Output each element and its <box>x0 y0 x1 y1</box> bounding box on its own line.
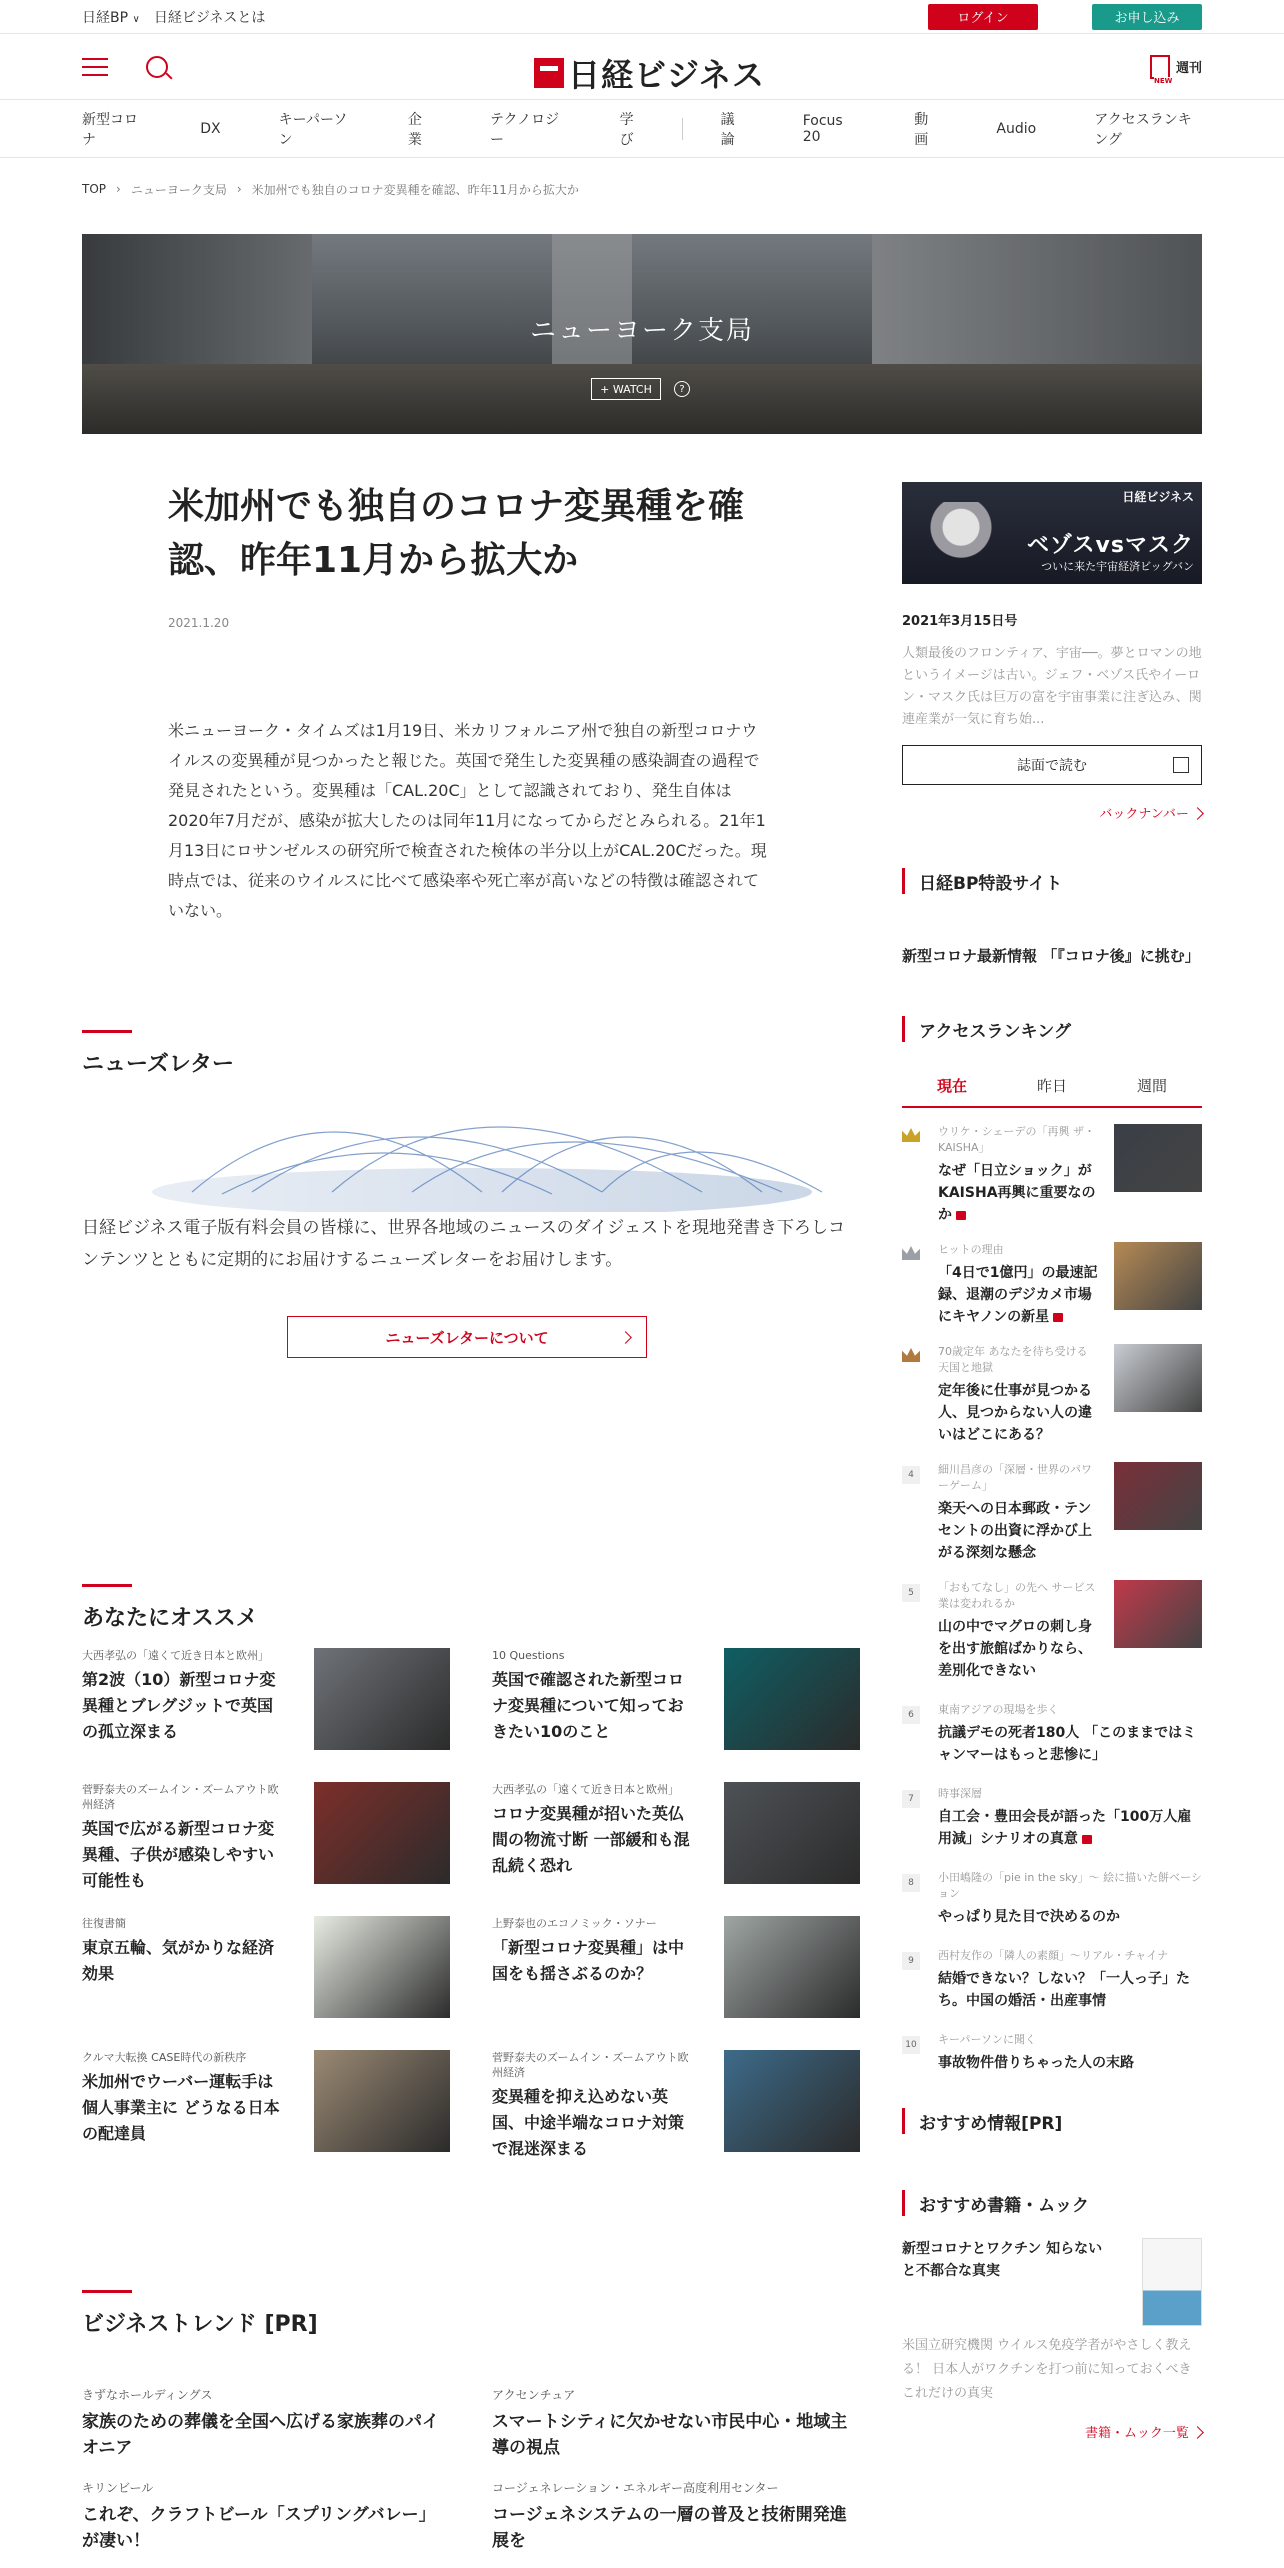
subscribe-button[interactable]: お申し込み <box>1092 4 1202 30</box>
item-title[interactable]: 英国で確認された新型コロナ変異種について知っておきたい10のこと <box>492 1670 685 1741</box>
breadcrumb-bureau[interactable]: ニューヨーク支局 <box>130 182 227 197</box>
lock-icon <box>956 1211 966 1220</box>
ranking-kicker: 時事深層 <box>938 1787 982 1800</box>
brand-link[interactable]: 日経BP <box>82 9 129 26</box>
breadcrumb <box>0 158 1284 200</box>
trend-sponsor: コージェネレーション・エネルギー高度利用センター <box>492 2481 779 2495</box>
trend-sponsor: アクセンチュア <box>492 2388 576 2402</box>
recommend-grid <box>82 1648 852 2184</box>
trend-item[interactable] <box>82 2479 450 2554</box>
read-magazine-button[interactable]: 誌面で読む <box>902 745 1202 785</box>
ranking-thumbnail-image[interactable] <box>1114 1344 1202 1412</box>
book-icon <box>1173 757 1189 773</box>
ranking-thumbnail-image[interactable] <box>1114 1242 1202 1310</box>
ranking-item[interactable] <box>902 1786 1202 1850</box>
book-item[interactable] <box>902 2238 1202 2326</box>
chevron-right-icon <box>1191 2426 1204 2439</box>
hamburger-menu-icon[interactable] <box>82 58 108 76</box>
item-kicker: 菅野泰夫のズームイン・ズームアウト欧州経済 <box>492 2051 689 2079</box>
item-title[interactable]: 「新型コロナ変異種」は中国をも揺さぶるのか？ <box>492 1938 685 1983</box>
chevron-down-icon: ∨ <box>132 13 140 25</box>
ranking-item[interactable] <box>902 1580 1202 1682</box>
ranking-item[interactable] <box>902 1948 1202 2012</box>
recommend-item[interactable] <box>492 1648 860 1782</box>
lock-icon <box>1082 1835 1092 1844</box>
item-thumbnail-image[interactable] <box>724 1916 860 2018</box>
article-title: 米加州でも独自のコロナ変異種を確認、昨年11月から拡大か <box>168 486 745 581</box>
ranking-title[interactable]: 自工会・豊田会長が語った「100万人雇用減」シナリオの真意 <box>938 1809 1192 1847</box>
search-icon[interactable] <box>146 56 168 78</box>
nav-item-video[interactable]: 動画 <box>914 111 929 148</box>
tab-yesterday[interactable]: 昨日 <box>1036 1077 1067 1095</box>
recommend-heading: あなたにオススメ <box>82 1606 258 1631</box>
item-thumbnail-image[interactable] <box>314 2050 450 2152</box>
chevron-right-icon: › <box>236 182 242 196</box>
chevron-right-icon: › <box>116 182 121 196</box>
trend-heading: ビジネストレンド [PR] <box>82 2312 318 2337</box>
magazine-icon: NEW <box>1150 55 1170 79</box>
ranking-title[interactable]: 抗議デモの死者180人 「このままではミャンマーはもっと悲惨に」 <box>938 1725 1197 1763</box>
ranking-kicker: ヒットの理由 <box>938 1243 1004 1256</box>
nikkei-bp-menu[interactable] <box>82 7 140 27</box>
rank-number: 7 <box>902 1790 920 1808</box>
book-title: 新型コロナとワクチン 知らないと不都合な真実 <box>902 2241 1103 2279</box>
article <box>168 480 768 926</box>
trend-title[interactable]: スマートシティに欠かせない市民中心・地域主導の視点 <box>492 2412 848 2458</box>
issue-date: 2021年3月15日号 <box>902 614 1018 629</box>
tab-now[interactable]: 現在 <box>936 1077 967 1095</box>
ranking-title[interactable]: 結婚できない？しない？「一人っ子」たち。中国の婚活・出産事情 <box>938 1971 1190 2009</box>
newsletter-text: 日経ビジネス電子版有料会員の皆様に、世界各地域のニュースのダイジェストを現地発書き下ろしコンテンツとともに定期的にお届けするニューズレターをお届けします。 <box>82 1218 845 1270</box>
business-trend-section <box>82 2290 852 2554</box>
special-site-link[interactable]: 新型コロナ最新情報 「『コロナ後』に挑む」 <box>902 947 1200 965</box>
rank-number: 4 <box>902 1466 920 1484</box>
rank-number: 6 <box>902 1706 920 1724</box>
ranking-title[interactable]: 楽天への日本郵政・テンセントの出資に浮かび上がる深刻な懸念 <box>938 1501 1092 1561</box>
pr-heading: おすすめ情報[PR] <box>902 2108 1202 2134</box>
trend-title[interactable]: コージェネシステムの一層の普及と技術開発進展を <box>492 2505 847 2551</box>
nav-item-company[interactable]: 企業 <box>407 111 422 148</box>
item-kicker: 往復書簡 <box>82 1917 126 1930</box>
ranking-kicker: 東南アジアの現場を歩く <box>938 1703 1059 1716</box>
trend-item[interactable] <box>492 2479 860 2554</box>
chevron-right-icon <box>619 1331 632 1344</box>
item-thumbnail-image[interactable] <box>314 1648 450 1750</box>
world-map-image <box>82 1082 852 1212</box>
item-title[interactable]: 英国で広がる新型コロナ変異種、子供が感染しやすい可能性も <box>82 1819 275 1890</box>
item-kicker: 大西孝弘の「遠くて近き日本と欧州」 <box>82 1649 269 1662</box>
trend-title[interactable]: これぞ、クラフトビール「スプリングバレー」が凄い！ <box>82 2505 436 2551</box>
trend-item[interactable] <box>492 2386 860 2461</box>
ranking-kicker: 小田嶋隆の「pie in the sky」〜 絵に描いた餅ベーション <box>938 1871 1202 1900</box>
ranking-thumbnail-image[interactable] <box>1114 1462 1202 1530</box>
item-kicker: クルマ大転換 CASE時代の新秩序 <box>82 2051 247 2064</box>
ranking-kicker: 細川昌彦の「深層・世界のパワーゲーム」 <box>938 1463 1092 1492</box>
section-accent <box>82 1584 132 1587</box>
recommend-section <box>82 1584 852 2184</box>
logo-mark-icon <box>534 58 564 88</box>
nav-item-technology[interactable]: テクノロジー <box>490 111 560 148</box>
trend-sponsor: キリンビール <box>82 2481 154 2495</box>
books-heading: おすすめ書籍・ムック <box>902 2190 1202 2216</box>
nav-item-focus20[interactable]: Focus 20 <box>802 112 843 145</box>
recommend-item[interactable] <box>82 1648 450 1782</box>
nav-item-discussion[interactable]: 議論 <box>720 111 735 148</box>
item-title[interactable]: 第2波（10）新型コロナ変異種とブレグジットで英国の孤立深まる <box>82 1670 276 1741</box>
section-accent <box>82 1030 132 1033</box>
rank-number: 8 <box>902 1874 920 1892</box>
ranking-item[interactable] <box>902 1462 1202 1564</box>
newsletter-heading: ニューズレター <box>82 1052 235 1077</box>
newsletter-section <box>82 1030 852 1358</box>
login-button[interactable]: ログイン <box>928 4 1038 30</box>
nav-item-dx[interactable]: DX <box>200 120 221 137</box>
sidebar <box>902 482 1202 2441</box>
item-thumbnail-image[interactable] <box>724 1648 860 1750</box>
trend-title[interactable]: 家族のための葬儀を全国へ広げる家族葬のパイオニア <box>82 2412 439 2458</box>
rank-number: 9 <box>902 1952 920 1970</box>
about-link[interactable]: 日経ビジネスとは <box>153 9 266 26</box>
ranking-title[interactable]: 定年後に仕事が見つかる人、見つからない人の違いはどこにある？ <box>938 1383 1092 1443</box>
item-kicker: 大西孝弘の「遠くて近き日本と欧州」 <box>492 1783 679 1796</box>
crown-icon <box>902 1128 920 1142</box>
item-thumbnail-image[interactable] <box>314 1782 450 1884</box>
issue-description: 人類最後のフロンティア、宇宙──。夢とロマンの地というイメージは古い。ジェフ・ベゾス氏やイーロン・マスク氏は巨万の富を宇宙事業に注ぎ込み、関連産業が一気に育ち始... <box>902 646 1202 727</box>
ranking-item[interactable] <box>902 1702 1202 1766</box>
trend-sponsor: きずなホールディングス <box>82 2388 213 2402</box>
main-nav <box>0 100 1284 158</box>
ranking-kicker: キーパーソンに聞く <box>938 2033 1037 2046</box>
nav-item-keyperson[interactable]: キーパーソン <box>278 111 348 148</box>
magazine-cover[interactable]: 日経ビジネス ベゾスvsマスク ついに来た宇宙経済ビッグバン <box>902 482 1202 584</box>
ranking-kicker: 「おもてなし」の先へ サービス業は変われるか <box>938 1581 1096 1610</box>
recommend-item[interactable] <box>492 1782 860 1916</box>
book-cover-image <box>1142 2238 1202 2326</box>
article-body: 米ニューヨーク・タイムズは1月19日、米カリフォルニア州で独自の新型コロナウイルスの変異種が見つかったと報じた。英国で発生した変異種の感染調査の過程で発見されたという。変異種は「CAL.20C」として認識されており、発生自体は2020年7月だが、感染が拡大したのは同年11月になってからだとみられる。21年1月13日にロサンゼルスの研究所で検査された検体の半分以上がCAL.20Cだった。現時点では、従来のウイルスに比べて感染率や死亡率が高いなどの特徴は確認されていない。 <box>168 721 767 920</box>
tab-weekly[interactable]: 週間 <box>1136 1077 1167 1095</box>
item-title[interactable]: 変異種を抑え込めない英国、中途半端なコロナ対策で混迷深まる <box>492 2087 685 2158</box>
nav-item-audio[interactable]: Audio <box>996 120 1037 137</box>
item-title[interactable]: 米加州でウーバー運転手は個人事業主に どうなる日本の配達員 <box>82 2072 280 2143</box>
recommend-item[interactable] <box>492 1916 860 2050</box>
trend-item[interactable] <box>82 2386 450 2461</box>
article-date: 2021.1.20 <box>168 616 230 630</box>
item-thumbnail-image[interactable] <box>724 2050 860 2152</box>
ranking-title[interactable]: なぜ「日立ショック」がKAISHA再興に重要なのか <box>938 1163 1096 1223</box>
ranking-kicker: 西村友作の「隣人の素顔」～リアル・チャイナ <box>938 1949 1169 1962</box>
bureau-hero-banner <box>82 234 1202 434</box>
ranking-item[interactable] <box>902 1242 1202 1328</box>
nav-item-ranking[interactable]: アクセスランキング <box>1094 111 1192 148</box>
ranking-title[interactable]: やっぱり見た目で決めるのか <box>938 1909 1120 1925</box>
item-kicker: 10 Questions <box>492 1649 565 1662</box>
site-logo[interactable]: 日経ビジネス <box>534 50 765 96</box>
watch-button[interactable]: + WATCH <box>591 378 661 400</box>
breadcrumb-top[interactable]: TOP <box>82 182 107 196</box>
ranking-item[interactable] <box>902 1344 1202 1446</box>
trend-grid <box>82 2386 852 2554</box>
weekly-magazine-link[interactable]: NEW 週刊 <box>1150 55 1202 79</box>
backnumber-link[interactable]: バックナンバー <box>902 803 1202 822</box>
crown-icon <box>902 1246 920 1260</box>
recommend-item[interactable] <box>82 1782 450 1916</box>
ranking-title[interactable]: 「4日で1億円」の最速記録、退潮のデジカメ市場にキヤノンの新星 <box>938 1265 1098 1325</box>
special-sites-heading: 日経BP特設サイト <box>902 868 1202 894</box>
item-title[interactable]: 東京五輪、気がかりな経済効果 <box>82 1938 275 1983</box>
item-title[interactable]: コロナ変異種が招いた英仏間の物流寸断 一部緩和も混乱続く恐れ <box>492 1804 690 1875</box>
breadcrumb-current: 米加州でも独自のコロナ変異種を確認、昨年11月から拡大か <box>251 182 579 197</box>
newsletter-button[interactable]: ニューズレターについて <box>287 1316 647 1358</box>
help-icon[interactable]: ? <box>674 381 690 397</box>
ranking-thumbnail-image[interactable] <box>1114 1580 1202 1648</box>
item-thumbnail-image[interactable] <box>724 1782 860 1884</box>
recommend-item[interactable] <box>82 2050 450 2184</box>
rank-number: 5 <box>902 1584 920 1602</box>
site-header <box>0 34 1284 100</box>
item-kicker: 菅野泰夫のズームイン・ズームアウト欧州経済 <box>82 1783 279 1811</box>
recommend-item[interactable] <box>82 1916 450 2050</box>
ranking-kicker: ウリケ・シェーデの「再興 ザ・KAISHA」 <box>938 1125 1096 1154</box>
ranking-item[interactable] <box>902 1124 1202 1226</box>
books-list-link[interactable]: 書籍・ムック一覧 <box>902 2422 1202 2441</box>
item-thumbnail-image[interactable] <box>314 1916 450 2018</box>
chevron-right-icon <box>1191 807 1204 820</box>
ranking-tabs <box>902 1068 1202 1108</box>
item-kicker: 上野泰也のエコノミック・ソナー <box>492 1917 657 1930</box>
ranking-item[interactable] <box>902 2032 1202 2074</box>
ranking-thumbnail-image[interactable] <box>1114 1124 1202 1192</box>
ranking-list <box>902 1124 1202 2074</box>
recommend-item[interactable] <box>492 2050 860 2184</box>
lock-icon <box>1053 1313 1063 1322</box>
hero-title: ニューヨーク支局 <box>529 316 754 346</box>
section-accent <box>82 2290 132 2293</box>
ranking-item[interactable] <box>902 1870 1202 1928</box>
nav-item-covid[interactable]: 新型コロナ <box>82 111 138 148</box>
ranking-title[interactable]: 山の中でマグロの刺し身を出す旅館ばかりなら、差別化できない <box>938 1619 1092 1679</box>
rank-number: 10 <box>902 2036 920 2054</box>
nav-item-learning[interactable]: 学び <box>619 111 634 148</box>
lunar-lander-image <box>916 502 1006 574</box>
nav-divider <box>682 118 683 140</box>
ranking-heading: アクセスランキング <box>902 1016 1202 1042</box>
ranking-title[interactable]: 事故物件借りちゃった人の末路 <box>938 2055 1134 2071</box>
utility-bar <box>0 0 1284 34</box>
ranking-kicker: 70歳定年 あなたを待ち受ける天国と地獄 <box>938 1345 1088 1374</box>
crown-icon <box>902 1348 920 1362</box>
book-description: 米国立研究機関 ウイルス免疫学者がやさしく教える！ 日本人がワクチンを打つ前に知っておくべきこれだけの真実 <box>902 2338 1192 2401</box>
